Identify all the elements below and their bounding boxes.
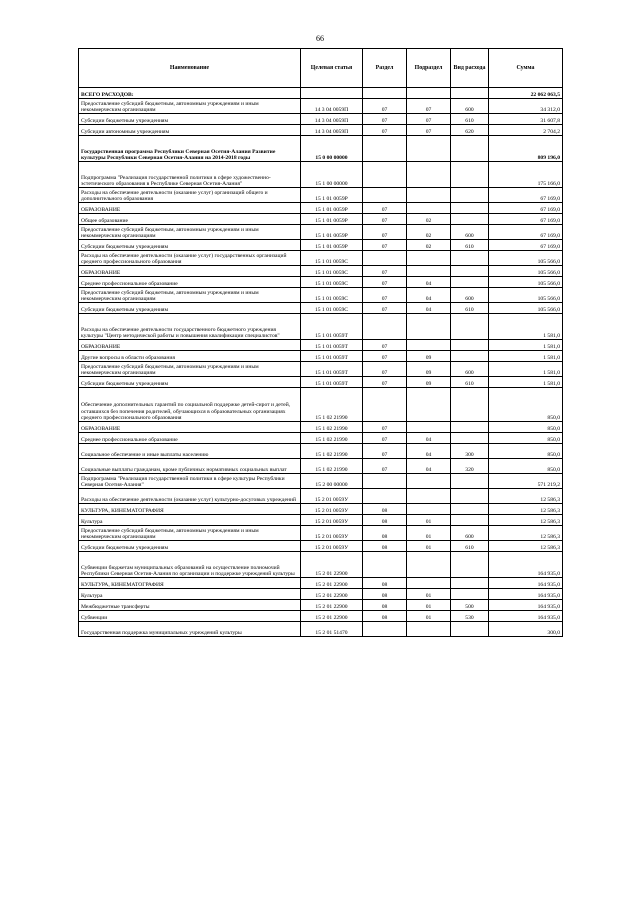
cell-expense-type: 610	[451, 541, 489, 552]
cell-name: Подпрограмма "Реализация государственной политики в сфере художественно-эстетического образования в Республике Северная Осетия-Алания"	[79, 162, 301, 188]
cell-name: Межбюджетные трансферты	[79, 600, 301, 611]
cell-name: Предоставление субсидий бюджетным, автономным учреждениям и иным некоммерческим организациям	[79, 362, 301, 377]
cell-amount: 12 586,3	[489, 541, 563, 552]
table-row	[79, 99, 563, 114]
cell-target-article: 15 1 01 0059Т	[301, 351, 363, 362]
table-row	[79, 422, 563, 433]
cell-name: Общее образование	[79, 214, 301, 225]
cell-section: 08	[363, 611, 407, 622]
table-row	[79, 225, 563, 240]
cell-amount: 105 566,0	[489, 277, 563, 288]
cell-name: Предоставление субсидий бюджетным, автономным учреждениям и иным некоммерческим организациям	[79, 288, 301, 303]
cell-name: Подпрограмма "Реализация государственной политики в сфере культуры Республики Северная Осетия-Алания"	[79, 474, 301, 489]
cell-name: Государственная поддержка муниципальных учреждений культуры	[79, 622, 301, 637]
cell-subsection: 07	[407, 125, 451, 136]
cell-target-article: 14 3 04 0059П	[301, 125, 363, 136]
cell-target-article: 15 1 02 21990	[301, 388, 363, 422]
cell-expense-type: 610	[451, 240, 489, 251]
cell-subsection	[407, 552, 451, 578]
cell-expense-type	[451, 266, 489, 277]
table-row	[79, 251, 563, 266]
cell-subsection	[407, 203, 451, 214]
cell-target-article: 15 2 01 0059У	[301, 515, 363, 526]
cell-amount: 67 169,0	[489, 188, 563, 203]
cell-expense-type	[451, 88, 489, 99]
cell-section: 08	[363, 589, 407, 600]
cell-section: 08	[363, 504, 407, 515]
cell-section: 07	[363, 362, 407, 377]
table-row	[79, 188, 563, 203]
cell-subsection	[407, 578, 451, 589]
cell-amount: 34 312,0	[489, 99, 563, 114]
cell-expense-type	[451, 351, 489, 362]
cell-amount: 105 566,0	[489, 266, 563, 277]
cell-expense-type: 620	[451, 125, 489, 136]
cell-subsection: 09	[407, 362, 451, 377]
cell-expense-type: 600	[451, 288, 489, 303]
cell-section: 07	[363, 266, 407, 277]
cell-name: Государственная программа Республики Северная Осетия-Алания Развитие культуры Республики Северная Осетия-Алания на 2014-2018 годы	[79, 136, 301, 162]
cell-target-article: 15 1 01 0059Т	[301, 377, 363, 388]
table-row	[79, 504, 563, 515]
cell-section: 07	[363, 340, 407, 351]
cell-expense-type	[451, 203, 489, 214]
cell-expense-type	[451, 422, 489, 433]
cell-target-article: 15 1 01 0059Т	[301, 340, 363, 351]
cell-expense-type	[451, 277, 489, 288]
cell-amount: 67 169,0	[489, 240, 563, 251]
cell-expense-type	[451, 589, 489, 600]
cell-target-article: 15 0 00 00000	[301, 136, 363, 162]
cell-amount: 164 935,0	[489, 611, 563, 622]
page-number: 66	[316, 34, 324, 43]
cell-section: 07	[363, 214, 407, 225]
cell-section: 07	[363, 288, 407, 303]
cell-expense-type	[451, 433, 489, 444]
cell-section	[363, 88, 407, 99]
table-row	[79, 489, 563, 504]
cell-subsection: 04	[407, 303, 451, 314]
cell-expense-type	[451, 622, 489, 637]
cell-expense-type	[451, 504, 489, 515]
table-row	[79, 203, 563, 214]
cell-subsection	[407, 504, 451, 515]
cell-target-article: 15 1 02 21990	[301, 422, 363, 433]
cell-amount: 12 586,3	[489, 515, 563, 526]
cell-amount: 1 581,0	[489, 362, 563, 377]
cell-expense-type	[451, 136, 489, 162]
cell-name: Субсидии бюджетным учреждениям	[79, 377, 301, 388]
cell-name: Социальные выплаты гражданам, кроме публичных нормативных социальных выплат	[79, 459, 301, 474]
cell-amount: 850,0	[489, 433, 563, 444]
cell-expense-type	[451, 188, 489, 203]
cell-section: 07	[363, 303, 407, 314]
cell-target-article: 15 1 01 0059Р	[301, 214, 363, 225]
cell-subsection	[407, 251, 451, 266]
cell-target-article: 15 2 01 22900	[301, 589, 363, 600]
cell-expense-type: 610	[451, 377, 489, 388]
cell-section: 08	[363, 541, 407, 552]
cell-section: 07	[363, 203, 407, 214]
cell-subsection: 07	[407, 99, 451, 114]
cell-section: 07	[363, 99, 407, 114]
cell-subsection: 01	[407, 526, 451, 541]
cell-subsection	[407, 188, 451, 203]
cell-section: 07	[363, 377, 407, 388]
cell-amount: 1 581,0	[489, 314, 563, 340]
table-row	[79, 541, 563, 552]
cell-subsection	[407, 622, 451, 637]
cell-subsection: 01	[407, 541, 451, 552]
cell-section	[363, 474, 407, 489]
cell-name: Субсидии бюджетным учреждениям	[79, 541, 301, 552]
cell-section	[363, 489, 407, 504]
cell-name: Другие вопросы в области образования	[79, 351, 301, 362]
header-section: Раздел	[363, 49, 407, 88]
cell-subsection: 04	[407, 277, 451, 288]
cell-amount: 850,0	[489, 459, 563, 474]
cell-expense-type	[451, 162, 489, 188]
table-row	[79, 303, 563, 314]
table-row	[79, 474, 563, 489]
cell-subsection: 01	[407, 515, 451, 526]
cell-amount: 850,0	[489, 388, 563, 422]
cell-target-article: 15 2 01 0059У	[301, 504, 363, 515]
cell-subsection	[407, 136, 451, 162]
cell-subsection	[407, 388, 451, 422]
cell-subsection: 07	[407, 114, 451, 125]
cell-name: Культура	[79, 589, 301, 600]
cell-target-article: 15 1 01 0059Р	[301, 240, 363, 251]
cell-name: Субвенции	[79, 611, 301, 622]
cell-target-article: 15 1 02 21990	[301, 459, 363, 474]
table-row	[79, 340, 563, 351]
cell-section	[363, 552, 407, 578]
header-target-article: Целевая статья	[301, 49, 363, 88]
cell-amount: 571 219,2	[489, 474, 563, 489]
budget-table	[78, 48, 563, 637]
cell-section	[363, 188, 407, 203]
cell-subsection: 04	[407, 444, 451, 459]
cell-subsection: 04	[407, 459, 451, 474]
table-row	[79, 377, 563, 388]
cell-name: Расходы на обеспечение деятельности (оказание услуг) культурно-досуговых учреждений	[79, 489, 301, 504]
table-row	[79, 125, 563, 136]
cell-target-article: 15 1 01 0059С	[301, 266, 363, 277]
cell-name: Предоставление субсидий бюджетным, автономным учреждениям и иным некоммерческим организациям	[79, 225, 301, 240]
cell-target-article: 15 2 01 0059У	[301, 489, 363, 504]
cell-subsection	[407, 474, 451, 489]
cell-name: Предоставление субсидий бюджетным, автономным учреждениям и иным некоммерческим организациям	[79, 99, 301, 114]
cell-name: Расходы на обеспечение деятельности (оказание услуг) организаций общего и дополнительного образования	[79, 188, 301, 203]
cell-target-article: 15 1 02 21990	[301, 433, 363, 444]
cell-section: 07	[363, 114, 407, 125]
table-row	[79, 526, 563, 541]
cell-section: 07	[363, 225, 407, 240]
cell-name: Предоставление субсидий бюджетным, автономным учреждениям и иным некоммерческим организациям	[79, 526, 301, 541]
cell-subsection	[407, 489, 451, 504]
cell-target-article: 15 1 00 00000	[301, 162, 363, 188]
cell-subsection: 04	[407, 288, 451, 303]
table-row	[79, 515, 563, 526]
cell-subsection: 04	[407, 433, 451, 444]
cell-name: Обеспечение дополнительных гарантий по социальной поддержке детей-сирот и детей, оставшихся без попечения родителей, обучающихся в образовательных организациях среднего профессионального образования	[79, 388, 301, 422]
cell-name: Расходы на обеспечение деятельности (оказание услуг) государственных организаций среднего профессионального образования	[79, 251, 301, 266]
cell-subsection: 01	[407, 611, 451, 622]
cell-name: ВСЕГО РАСХОДОВ:	[79, 88, 301, 99]
cell-subsection: 02	[407, 214, 451, 225]
cell-amount: 1 581,0	[489, 340, 563, 351]
cell-target-article: 15 2 01 0059У	[301, 541, 363, 552]
cell-expense-type: 610	[451, 303, 489, 314]
cell-section: 07	[363, 125, 407, 136]
cell-expense-type: 600	[451, 362, 489, 377]
cell-amount: 164 935,0	[489, 600, 563, 611]
cell-target-article: 15 2 01 22900	[301, 600, 363, 611]
table-row	[79, 114, 563, 125]
cell-expense-type: 300	[451, 444, 489, 459]
table-row	[79, 88, 563, 99]
table-row	[79, 162, 563, 188]
table-row	[79, 362, 563, 377]
cell-subsection	[407, 314, 451, 340]
cell-amount: 67 169,0	[489, 225, 563, 240]
table-row	[79, 552, 563, 578]
header-amount: Сумма	[489, 49, 563, 88]
cell-subsection	[407, 266, 451, 277]
cell-target-article: 14 3 04 0059П	[301, 114, 363, 125]
table-row	[79, 459, 563, 474]
cell-target-article: 15 2 01 22900	[301, 578, 363, 589]
cell-name: Субвенции бюджетам муниципальных образований на осуществление полномочий Республики Северная Осетия-Алания по организации и поддержке учреждений культуры	[79, 552, 301, 578]
header-expense-type: Вид расхода	[451, 49, 489, 88]
table-row	[79, 600, 563, 611]
cell-target-article: 15 2 00 00000	[301, 474, 363, 489]
table-header-row	[79, 49, 563, 88]
cell-expense-type: 600	[451, 225, 489, 240]
cell-section: 07	[363, 240, 407, 251]
cell-subsection: 09	[407, 351, 451, 362]
cell-expense-type: 500	[451, 600, 489, 611]
cell-amount: 850,0	[489, 444, 563, 459]
cell-section: 07	[363, 422, 407, 433]
cell-amount: 105 566,0	[489, 288, 563, 303]
header-name: Наименование	[79, 49, 301, 88]
cell-expense-type	[451, 251, 489, 266]
cell-expense-type: 530	[451, 611, 489, 622]
cell-section	[363, 314, 407, 340]
cell-amount: 22 062 063,5	[489, 88, 563, 99]
cell-name: Среднее профессиональное образование	[79, 433, 301, 444]
cell-target-article: 15 2 01 22900	[301, 611, 363, 622]
cell-section: 08	[363, 578, 407, 589]
cell-expense-type	[451, 552, 489, 578]
cell-subsection: 02	[407, 240, 451, 251]
cell-amount: 2 704,2	[489, 125, 563, 136]
table-row	[79, 444, 563, 459]
cell-name: ОБРАЗОВАНИЕ	[79, 422, 301, 433]
cell-amount: 300,0	[489, 622, 563, 637]
cell-name: ОБРАЗОВАНИЕ	[79, 340, 301, 351]
cell-name: Субсидии автономным учреждениям	[79, 125, 301, 136]
cell-expense-type: 600	[451, 99, 489, 114]
table-row	[79, 388, 563, 422]
cell-subsection: 01	[407, 589, 451, 600]
cell-section	[363, 622, 407, 637]
cell-subsection	[407, 340, 451, 351]
cell-target-article: 15 1 01 0059Т	[301, 314, 363, 340]
table-row	[79, 266, 563, 277]
table-body	[79, 88, 563, 637]
cell-section: 07	[363, 277, 407, 288]
cell-expense-type: 610	[451, 114, 489, 125]
cell-amount: 67 169,0	[489, 203, 563, 214]
cell-expense-type	[451, 214, 489, 225]
table-row	[79, 611, 563, 622]
cell-expense-type	[451, 340, 489, 351]
table-row	[79, 277, 563, 288]
cell-target-article: 15 1 02 21990	[301, 444, 363, 459]
cell-name: КУЛЬТУРА, КИНЕМАТОГРАФИЯ	[79, 578, 301, 589]
cell-amount: 175 166,0	[489, 162, 563, 188]
cell-target-article: 15 1 01 0059С	[301, 303, 363, 314]
table-row	[79, 589, 563, 600]
cell-name: ОБРАЗОВАНИЕ	[79, 266, 301, 277]
cell-subsection: 02	[407, 225, 451, 240]
cell-target-article: 15 2 01 0059У	[301, 526, 363, 541]
cell-target-article	[301, 88, 363, 99]
cell-expense-type	[451, 578, 489, 589]
cell-target-article: 15 1 01 0059С	[301, 277, 363, 288]
table-row	[79, 136, 563, 162]
header-subsection: Подраздел	[407, 49, 451, 88]
cell-amount: 809 196,0	[489, 136, 563, 162]
table-row	[79, 351, 563, 362]
cell-name: Расходы на обеспечение деятельности государственного бюджетного учреждения культуры "Центр методической работы и повышения квалификации специалистов"	[79, 314, 301, 340]
cell-amount: 105 566,0	[489, 251, 563, 266]
cell-amount: 105 566,0	[489, 303, 563, 314]
cell-target-article: 15 1 01 0059Р	[301, 203, 363, 214]
cell-name: Культура	[79, 515, 301, 526]
cell-amount: 67 169,0	[489, 214, 563, 225]
cell-name: Субсидии бюджетным учреждениям	[79, 240, 301, 251]
cell-section: 08	[363, 526, 407, 541]
cell-target-article: 15 1 01 0059С	[301, 288, 363, 303]
cell-subsection: 01	[407, 600, 451, 611]
cell-name: Субсидии бюджетным учреждениям	[79, 303, 301, 314]
cell-section	[363, 136, 407, 162]
cell-section: 07	[363, 433, 407, 444]
cell-expense-type	[451, 314, 489, 340]
table-row	[79, 288, 563, 303]
cell-section: 07	[363, 459, 407, 474]
cell-subsection	[407, 422, 451, 433]
cell-section	[363, 162, 407, 188]
cell-amount: 12 586,3	[489, 504, 563, 515]
cell-name: Субсидии бюджетным учреждениям	[79, 114, 301, 125]
cell-amount: 1 581,0	[489, 351, 563, 362]
cell-amount: 31 607,8	[489, 114, 563, 125]
table-row	[79, 240, 563, 251]
cell-section: 08	[363, 600, 407, 611]
cell-name: Среднее профессиональное образование	[79, 277, 301, 288]
cell-amount: 164 935,0	[489, 578, 563, 589]
cell-amount: 1 581,0	[489, 377, 563, 388]
cell-expense-type	[451, 515, 489, 526]
cell-expense-type: 320	[451, 459, 489, 474]
table-row	[79, 314, 563, 340]
cell-name: Социальное обеспечение и иные выплаты населению	[79, 444, 301, 459]
cell-section	[363, 388, 407, 422]
cell-section: 08	[363, 515, 407, 526]
cell-expense-type: 600	[451, 526, 489, 541]
cell-target-article: 15 1 01 0059Р	[301, 225, 363, 240]
cell-section: 07	[363, 444, 407, 459]
cell-section	[363, 251, 407, 266]
cell-name: КУЛЬТУРА, КИНЕМАТОГРАФИЯ	[79, 504, 301, 515]
table-row	[79, 578, 563, 589]
cell-expense-type	[451, 489, 489, 504]
table-row	[79, 433, 563, 444]
table-row	[79, 622, 563, 637]
cell-target-article: 15 1 01 0059Т	[301, 362, 363, 377]
cell-target-article: 15 1 01 0059Р	[301, 188, 363, 203]
cell-target-article: 14 3 04 0059П	[301, 99, 363, 114]
table-row	[79, 214, 563, 225]
cell-amount: 12 586,3	[489, 489, 563, 504]
cell-subsection: 09	[407, 377, 451, 388]
cell-expense-type	[451, 474, 489, 489]
cell-amount: 164 935,0	[489, 589, 563, 600]
cell-amount: 164 935,0	[489, 552, 563, 578]
cell-amount: 12 586,3	[489, 526, 563, 541]
cell-target-article: 15 1 01 0059С	[301, 251, 363, 266]
cell-section: 07	[363, 351, 407, 362]
cell-name: ОБРАЗОВАНИЕ	[79, 203, 301, 214]
cell-expense-type	[451, 388, 489, 422]
cell-target-article: 15 2 01 51470	[301, 622, 363, 637]
cell-subsection	[407, 162, 451, 188]
cell-amount: 850,0	[489, 422, 563, 433]
cell-subsection	[407, 88, 451, 99]
cell-target-article: 15 2 01 22900	[301, 552, 363, 578]
